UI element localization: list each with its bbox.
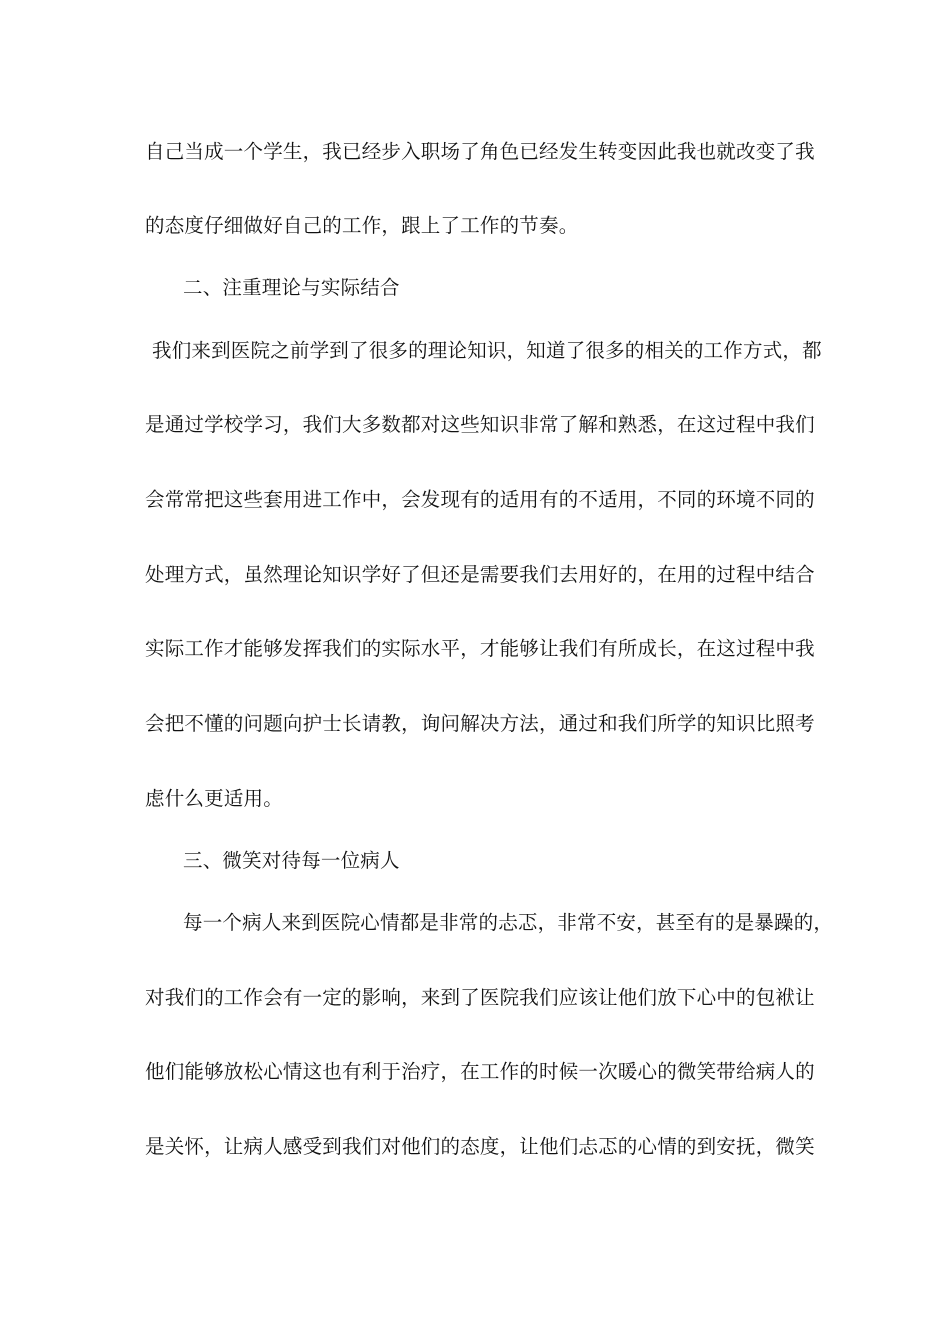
- paragraph-line: 虑什么更适用。: [145, 787, 283, 810]
- paragraph-line: 是关怀，让病人感受到我们对他们的态度，让他们忐忑的心情的到安抚，微笑: [145, 1135, 815, 1158]
- paragraph-line: 会把不懂的问题向护士长请教，询问解决方法，通过和我们所学的知识比照考: [145, 712, 815, 735]
- paragraph-line: 自己当成一个学生，我已经步入职场了角色已经发生转变因此我也就改变了我: [145, 140, 815, 163]
- paragraph-line: 处理方式，虽然理论知识学好了但还是需要我们去用好的，在用的过程中结合: [145, 563, 815, 586]
- paragraph-line: 对我们的工作会有一定的影响，来到了医院我们应该让他们放下心中的包袱让: [145, 986, 815, 1009]
- paragraph-line: 会常常把这些套用进工作中，会发现有的适用有的不适用，不同的环境不同的: [145, 488, 815, 511]
- paragraph-line: 每一个病人来到医院心情都是非常的忐忑，非常不安，甚至有的是暴躁的，: [183, 911, 834, 934]
- paragraph-line: 实际工作才能够发挥我们的实际水平，才能够让我们有所成长，在这过程中我: [145, 637, 815, 660]
- paragraph-line: 他们能够放松心情这也有利于治疗，在工作的时候一次暖心的微笑带给病人的: [145, 1060, 815, 1083]
- paragraph-line: 是通过学校学习，我们大多数都对这些知识非常了解和熟悉，在这过程中我们: [145, 413, 815, 436]
- paragraph-line: 的态度仔细做好自己的工作，跟上了工作的节奏。: [145, 214, 579, 237]
- section-heading: 三、微笑对待每一位病人: [183, 849, 400, 872]
- paragraph-line: 我们来到医院之前学到了很多的理论知识，知道了很多的相关的工作方式，都: [152, 339, 822, 362]
- section-heading: 二、注重理论与实际结合: [183, 276, 400, 299]
